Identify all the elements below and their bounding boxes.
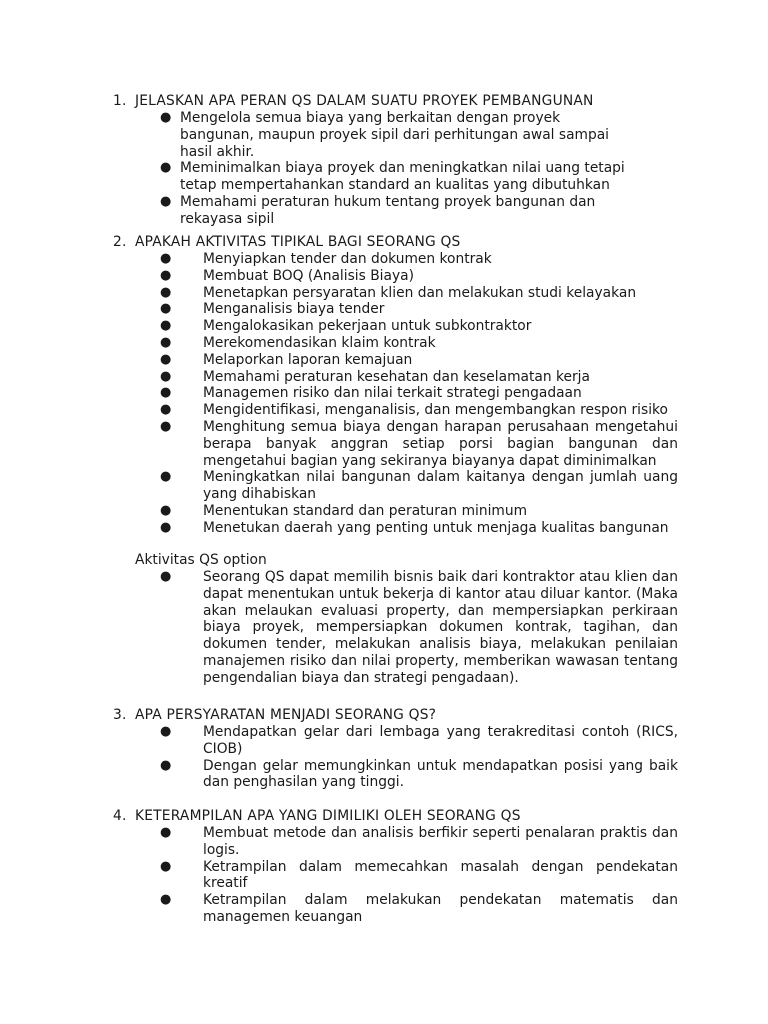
list-item — [0, 352, 678, 369]
list-item-text: Mengalokasikan pekerjaan untuk subkontraktor — [203, 318, 532, 335]
section-3 — [0, 707, 768, 791]
list-item-text: Menetapkan persyaratan klien dan melakukan studi kelayakan — [203, 284, 637, 301]
bullet-icon: ● — [160, 193, 172, 209]
section-1-heading — [0, 93, 768, 110]
list-item-text: Dengan gelar memungkinkan untuk mendapatkan posisi yang baik dan penghasilan yang tinggi. — [203, 757, 678, 791]
list-item-text: Meminimalkan biaya proyek dan meningkatkan nilai uang tetapi tetap mempertahankan standard an kualitas yang dibutuhkan — [180, 160, 625, 194]
list-item — [0, 110, 637, 160]
bullet-icon: ● — [160, 110, 172, 125]
bullet-icon: ● — [160, 569, 172, 584]
bullet-icon: ● — [160, 519, 172, 535]
bullet-icon: ● — [160, 334, 172, 350]
list-item-text: Melaporkan laporan kemajuan — [203, 351, 413, 368]
section-number: 2. — [113, 234, 127, 250]
list-item — [0, 369, 678, 386]
bullet-icon: ● — [160, 418, 172, 434]
section-1-list — [0, 110, 768, 228]
list-item — [0, 469, 678, 503]
list-item-text: Managemen risiko dan nilai terkait strategi pengadaan — [203, 385, 582, 402]
bullet-icon: ● — [160, 368, 172, 384]
list-item-text: Memahami peraturan hukum tentang proyek bangunan dan rekayasa sipil — [180, 193, 596, 227]
section-title: APA PERSYARATAN MENJADI SEORANG QS? — [135, 707, 437, 723]
bullet-icon: ● — [160, 284, 172, 300]
list-item — [0, 569, 678, 687]
list-item — [0, 160, 637, 194]
list-item — [0, 520, 678, 537]
list-item-text: Menentukan standard dan peraturan minimum — [203, 502, 528, 519]
list-item-text: Menetukan daerah yang penting untuk menjaga kualitas bangunan — [203, 519, 669, 536]
list-item — [0, 194, 637, 228]
bullet-icon: ● — [160, 160, 172, 176]
section-2-heading — [0, 234, 768, 251]
section-title: KETERAMPILAN APA YANG DIMILIKI OLEH SEORANG QS — [135, 808, 521, 824]
list-item-text: Menganalisis biaya tender — [203, 301, 385, 318]
section-4-list — [0, 825, 768, 926]
bullet-icon: ● — [160, 301, 172, 317]
section-1 — [0, 93, 768, 228]
section-2-list — [0, 251, 768, 537]
list-item-text: Ketrampilan dalam memecahkan masalah dengan pendekatan kreatif — [203, 858, 678, 892]
list-item-text: Seorang QS dapat memilih bisnis baik dari kontraktor atau klien dan dapat menentukan untuk bekerja di kantor atau diluar kantor. (Maka akan melaukan evaluasi property, dan mempersiapkan perkiraan biaya proyek, mempersiapkan dokumen kontrak, tagihan, dan dokumen tender, melakukan analisis biaya, melakukan penilaian manajemen risiko dan nilai property, memberikan wawasan tentang pengendalian biaya dan strategi pengadaan). — [203, 569, 678, 686]
bullet-icon: ● — [160, 825, 172, 840]
bullet-icon: ● — [160, 267, 172, 283]
list-item-text: Membuat metode dan analisis berfikir seperti penalaran praktis dan logis. — [203, 825, 678, 858]
list-item — [0, 268, 678, 285]
list-item-text: Membuat BOQ (Analisis Biaya) — [203, 267, 414, 284]
list-item — [0, 892, 678, 926]
section-number: 4. — [113, 808, 127, 824]
bullet-icon: ● — [160, 351, 172, 367]
list-item — [0, 758, 678, 792]
section-2 — [0, 234, 768, 537]
list-item-text: Mendapatkan gelar dari lembaga yang terakreditasi contoh (RICS, CIOB) — [203, 724, 678, 757]
bullet-icon: ● — [160, 757, 172, 773]
list-item-text: Mengelola semua biaya yang berkaitan dengan proyek bangunan, maupun proyek sipil dari perhitungan awal sampai hasil akhir. — [180, 110, 610, 160]
list-item — [0, 301, 678, 318]
bullet-icon: ● — [160, 251, 172, 266]
list-item — [0, 503, 678, 520]
section-title: JELASKAN APA PERAN QS DALAM SUATU PROYEK PEMBANGUNAN — [135, 93, 594, 109]
bullet-icon: ● — [160, 469, 172, 485]
bullet-icon: ● — [160, 892, 172, 908]
bullet-icon: ● — [160, 385, 172, 401]
list-item — [0, 385, 678, 402]
bullet-icon: ● — [160, 402, 172, 418]
subsection-qs-option — [0, 552, 768, 687]
list-item — [0, 285, 678, 302]
bullet-icon: ● — [160, 502, 172, 518]
list-item — [0, 402, 678, 419]
list-item-text: Mengidentifikasi, menganalisis, dan mengembangkan respon risiko — [203, 402, 668, 419]
section-number: 1. — [113, 93, 127, 109]
section-number: 3. — [113, 707, 127, 723]
subheading: Aktivitas QS option — [135, 552, 267, 568]
section-4-heading — [0, 808, 768, 825]
list-item-text: Ketrampilan dalam melakukan pendekatan matematis dan managemen keuangan — [203, 892, 678, 925]
section-4 — [0, 808, 768, 926]
bullet-icon: ● — [160, 724, 172, 739]
section-3-list — [0, 724, 768, 791]
list-item-text: Meningkatkan nilai bangunan dalam kaitanya dengan jumlah uang yang dihabiskan — [203, 469, 678, 503]
bullet-icon: ● — [160, 858, 172, 874]
list-item-text: Menyiapkan tender dan dokumen kontrak — [203, 251, 492, 267]
list-item — [0, 825, 678, 859]
list-item-text: Merekomendasikan klaim kontrak — [203, 334, 436, 351]
bullet-icon: ● — [160, 318, 172, 334]
list-item-text: Menghitung semua biaya dengan harapan perusahaan mengetahui berapa banyak anggran setiap porsi bagian bangunan dan mengetahui bagian yang sekiranya biayanya dapat diminimalkan — [203, 418, 678, 469]
list-item — [0, 419, 678, 469]
section-title: APAKAH AKTIVITAS TIPIKAL BAGI SEORANG QS — [135, 234, 461, 250]
list-item-text: Memahami peraturan kesehatan dan keselamatan kerja — [203, 368, 590, 385]
section-3-heading — [0, 707, 768, 724]
list-item — [0, 724, 678, 758]
subsection-list — [0, 569, 768, 687]
list-item — [0, 335, 678, 352]
list-item — [0, 859, 678, 893]
list-item — [0, 251, 678, 268]
list-item — [0, 318, 678, 335]
